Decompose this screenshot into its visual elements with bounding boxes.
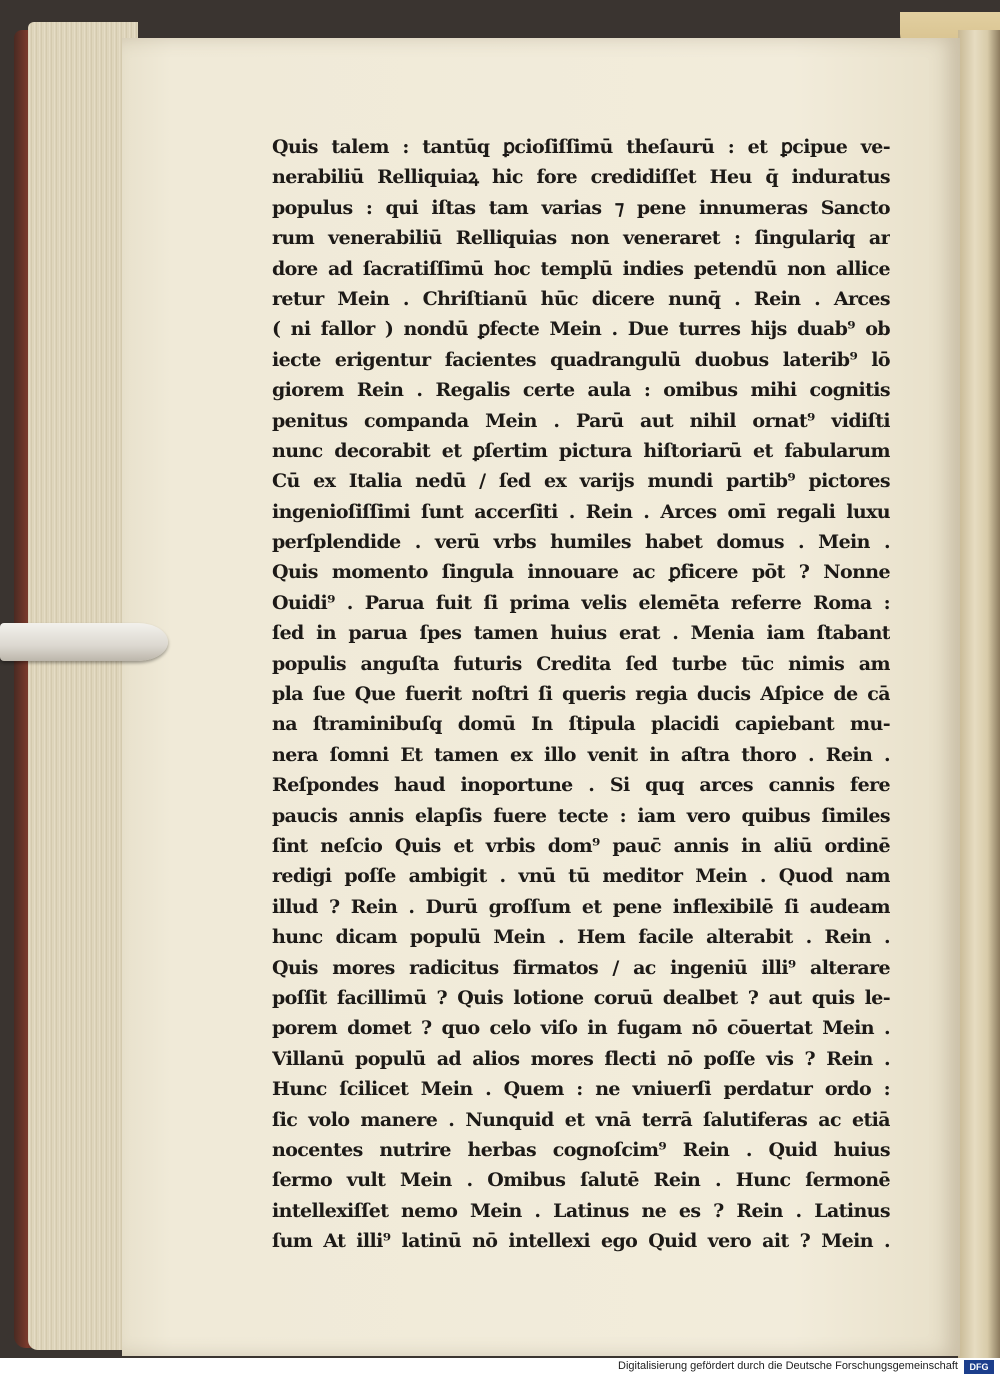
text-line: Reſpondes haud inoportune . Si quq̧ arces cannis fere xyxy=(272,774,890,797)
text-line: nunc decorabit et ꝑſertim pictura hiſtoriarū et fabularum xyxy=(272,439,890,462)
bookmark-strip xyxy=(0,623,168,661)
text-line: perſplendide . verū vrbs humiles habet domus . Mein . xyxy=(272,531,890,554)
text-line: nerabiliū Relliquiaꝝ hic fore credidiſſet Heu q̄ induratus xyxy=(272,166,890,189)
text-line: redigi poſſe ambigit . vnū tū meditor Mein . Quod nam xyxy=(272,865,890,888)
text-line: porem domet ? quo celo viſo in fugam nō cōuertat Mein . xyxy=(272,1017,890,1040)
text-line: Hunc ſcilicet Mein . Quem : ne vniuerſi perdatur ordo : xyxy=(272,1078,890,1101)
text-line: Ouidi⁹ . Parua fuit ſi prima velis elemēta referre Roma : xyxy=(272,591,890,614)
text-line: populis anguſta futuris Credita ſed turbe tūc nimis am xyxy=(272,652,890,675)
printed-text-block xyxy=(272,132,890,1256)
next-page-edge xyxy=(958,30,1000,1358)
text-line: illud ? Rein . Durū groſſum et pene inflexibilē ſi audeam xyxy=(272,895,890,918)
text-line: ingenioſiſſimi ſunt accerſiti . Rein . Arces omī regali luxu xyxy=(272,500,890,523)
text-line: nera ſomni Et tamen ex illo venit in aſtra thoro . Rein . xyxy=(272,743,890,766)
text-line: rum venerabiliū Relliquias non veneraret : ſingulariq̧ ar xyxy=(272,227,890,250)
dfg-logo: DFG xyxy=(964,1360,994,1374)
text-line: pla ſue Que fuerit noſtri ſi queris regia ducis Aſpice de cā xyxy=(272,683,890,706)
text-line: nocentes nutrire herbas cognoſcim⁹ Rein . Quid huius xyxy=(272,1138,890,1161)
text-line: na ſtraminibuſq̧ domū In ſtipula placidi capiebant mu- xyxy=(272,713,890,736)
text-line: ( ni fallor ) nondū ꝑfecte Mein . Due turres hijs duab⁹ ob xyxy=(272,318,890,341)
text-line: ſint neſcio Quis et vrbis dom⁹ pauc̄ annis in aliū ordinē xyxy=(272,834,890,857)
text-line: retur Mein . Chriſtianū hūc dicere nunq̄ . Rein . Arces xyxy=(272,287,890,310)
text-line: Quis momento ſingula innouare ac ꝑficere pōt ? Nonne xyxy=(272,561,890,584)
text-line: ſum At illi⁹ latinū nō intellexi ego Quid vero ait ? Mein . xyxy=(272,1230,890,1253)
text-line: Quis mores radicitus firmatos / ac ingeniū illi⁹ alterare xyxy=(272,956,890,979)
footer-bar xyxy=(0,1358,1000,1377)
text-line: populus : qui iſtas tam varias ⁊ pene innumeras Sancto xyxy=(272,196,890,219)
text-line: ſermo vult Mein . Omibus ſalutē Rein . Hunc ſermonē xyxy=(272,1169,890,1192)
text-line: dore ad ſacratiſſimū hoc templū indies petendū non allice xyxy=(272,257,890,280)
text-line: giorem Rein . Regalis certe aula : omibus mihi cognitis xyxy=(272,379,890,402)
text-line: intellexiſſet nemo Mein . Latinus ne es ? Rein . Latinus xyxy=(272,1199,890,1222)
text-line: Villanū populū ad alios mores flecti nō poſſe vis ? Rein . xyxy=(272,1047,890,1070)
text-line: Cū ex Italia nedū / ſed ex varijs mundi partib⁹ pictores xyxy=(272,470,890,493)
text-line: hunc dicam populū Mein . Hem facile alterabit . Rein . xyxy=(272,926,890,949)
text-line: ſed in parua ſpes tamen huius erat . Menia iam ſtabant xyxy=(272,622,890,645)
text-line: ſic volo manere . Nunquid et vnā terrā ſalutiferas ac etiā xyxy=(272,1108,890,1131)
text-line: Quis talem : tantūq̧ ꝑcioſiſſimū theſaurū : et ꝑcipue ve- xyxy=(272,136,890,158)
text-line: paucis annis elapſis fuere tecte : iam vero quibus ſimiles xyxy=(272,804,890,827)
footer-credit: Digitalisierung gefördert durch die Deutsche Forschungsgemeinschaft xyxy=(618,1360,958,1372)
text-line: penitus companda Mein . Parū aut nihil ornat⁹ vidiſti xyxy=(272,409,890,432)
text-line: iecte erigentur facientes quadrangulū duobus laterib⁹ lō xyxy=(272,348,890,371)
text-line: poſſit facillimū ? Quis lotione coruū dealbet ? aut quis le- xyxy=(272,986,890,1009)
